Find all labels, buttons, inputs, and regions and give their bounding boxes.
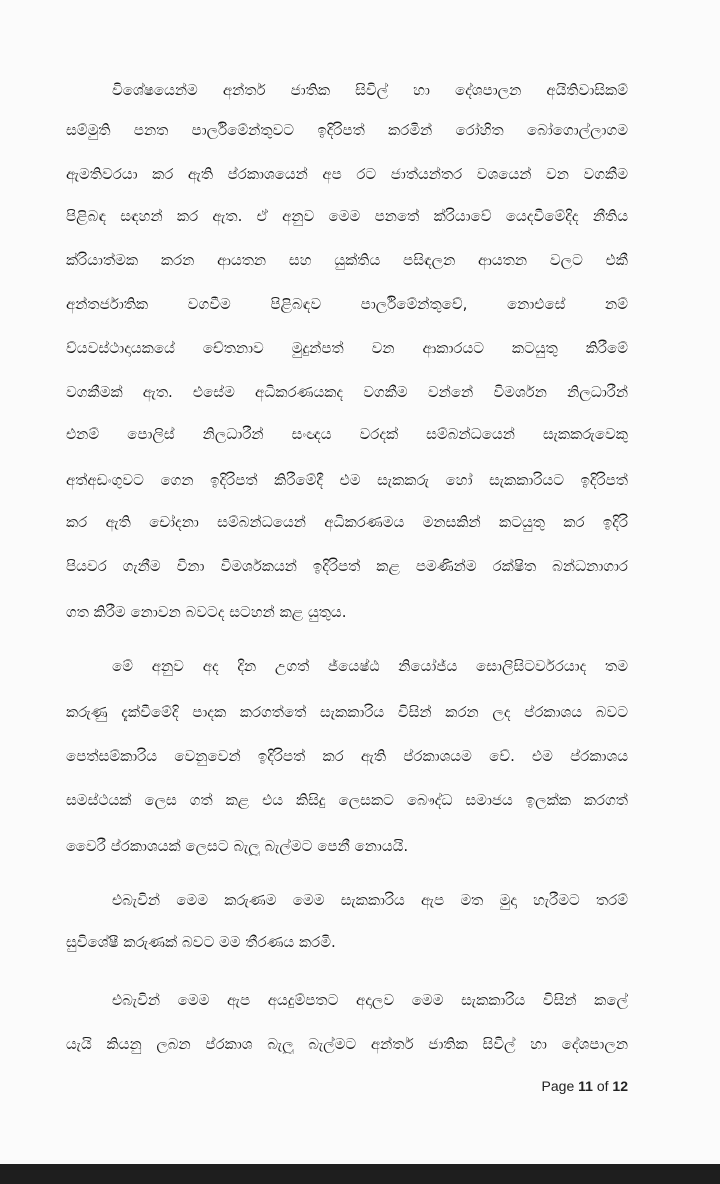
text-line: ව්යවස්ථාදායකයේ චේතනාව මුදුන්පත් වන ආකාරයට කටයුතු කිරීමේ [66, 339, 628, 357]
text-line: පෙත්සම්කාරිය වෙනුවෙන් ඉදිරිපත් කර ඇති ප්රකාශයම වේ. එම ප්රකාශය [66, 747, 628, 765]
text-line: එනම් පොලිස් නිලධාරීන් සංඥය වරදක් සම්බන්ධයෙන් සැකකරුවෙකු [66, 425, 628, 443]
text-line: කරුණු දැක්වීමේදි පාදක කරගත්තේ සැකකාරිය විසින් කරන ලද ප්රකාශය බවට [66, 703, 628, 721]
text-line: එබැවින් මෙම ඇප අයදුම්පතට අදාලව මෙම සැකකාරිය විසින් කලේ [112, 991, 628, 1009]
text-line: පියවර ගැනීම විනා විමර්ශකයන් ඉදිරිපත් කළ පමණින්ම රක්ෂිත බන්ධනාගාර [66, 557, 628, 575]
text-line: යැයි කියනු ලබන ප්රකාශ බැලූ බැල්මට අන්තර් ජාතික සිවිල් හා දේශපාලන [66, 1035, 628, 1053]
text-line: කර ඇති චෝදනා සම්බන්ධයෙන් අධිකරණමය මනසකින් කටයුතු කර ඉදිරි [66, 513, 628, 531]
text-line: වෛරී ප්රකාශයක් ලෙසට බැලූ බැල්මට පෙනී නොයයි. [66, 837, 409, 855]
text-line: පිළිබඳ සඳහන් කර ඇත. ඒ අනුව මෙම පනතේ ක්රියාවේ යෙදවීමේදිද නීතිය [66, 207, 628, 225]
of-word: of [596, 1078, 609, 1094]
text-line: එබැවින් මෙම කරුණම මෙම සැකකාරිය ඇප මත මුදා හැරීමට තරම් [112, 891, 628, 909]
text-line: ඇමතිවරයා කර ඇති ප්රකාශයෙන් අප රට ජාත්යන්තර වශයෙන් වන වගකීම [66, 165, 628, 183]
text-line: මේ අනුව අද දින උගත් ජ්යෙෂ්ඨ නියෝජ්ය සොලිසිටර්වරයාද තම [112, 657, 628, 675]
text-line: සුවිශේෂී කරුණක් බවට මම තීරණය කරමි. [66, 933, 336, 951]
page-word: Page [541, 1078, 575, 1094]
page-number-footer [542, 1078, 628, 1094]
text-line: සමස්ථයක් ලෙස ගත් කළ එය කිසිදු ලෙසකට බෞද්ධ සමාජය ඉලක්ක කරගත් [66, 791, 628, 809]
text-line: වගකීමක් ඇත. එසේම අධිකරණයකද වගකීම වන්නේ විමර්ශන නිලධාරීන් [66, 383, 628, 401]
total-pages-number: 12 [612, 1078, 628, 1094]
text-line: ක්රියාත්මක කරන ආයතන සහ යුක්තිය පසිඳලන ආයතන වලට එකී [66, 251, 628, 269]
text-line: විශේෂයෙන්ම අන්තර් ජාතික සිවිල් හා දේශපාලන අයිතිවාසිකම් [112, 81, 628, 99]
current-page-number: 11 [578, 1078, 593, 1094]
bottom-bar [0, 1164, 720, 1184]
text-line: ගත කිරීම නොවන බවටද සටහන් කළ යුතුය. [66, 603, 347, 621]
text-line: අන්තර්ජාතික වගවීම පිළිබඳව පාර්ලිමේන්තුවේ, නොඑසේ නම් [66, 295, 628, 313]
text-line: සම්මුති පනත පාර්ලිමේන්තුවට ඉදිරිපත් කරමින් රෝහිත බෝගොල්ලාගම [66, 121, 628, 139]
text-line: අත්අඩංගුවට ගෙන ඉදිරිපත් කිරීමේදී එම සැකකරු හෝ සැකකාරියට ඉදිරිපත් [66, 471, 628, 489]
